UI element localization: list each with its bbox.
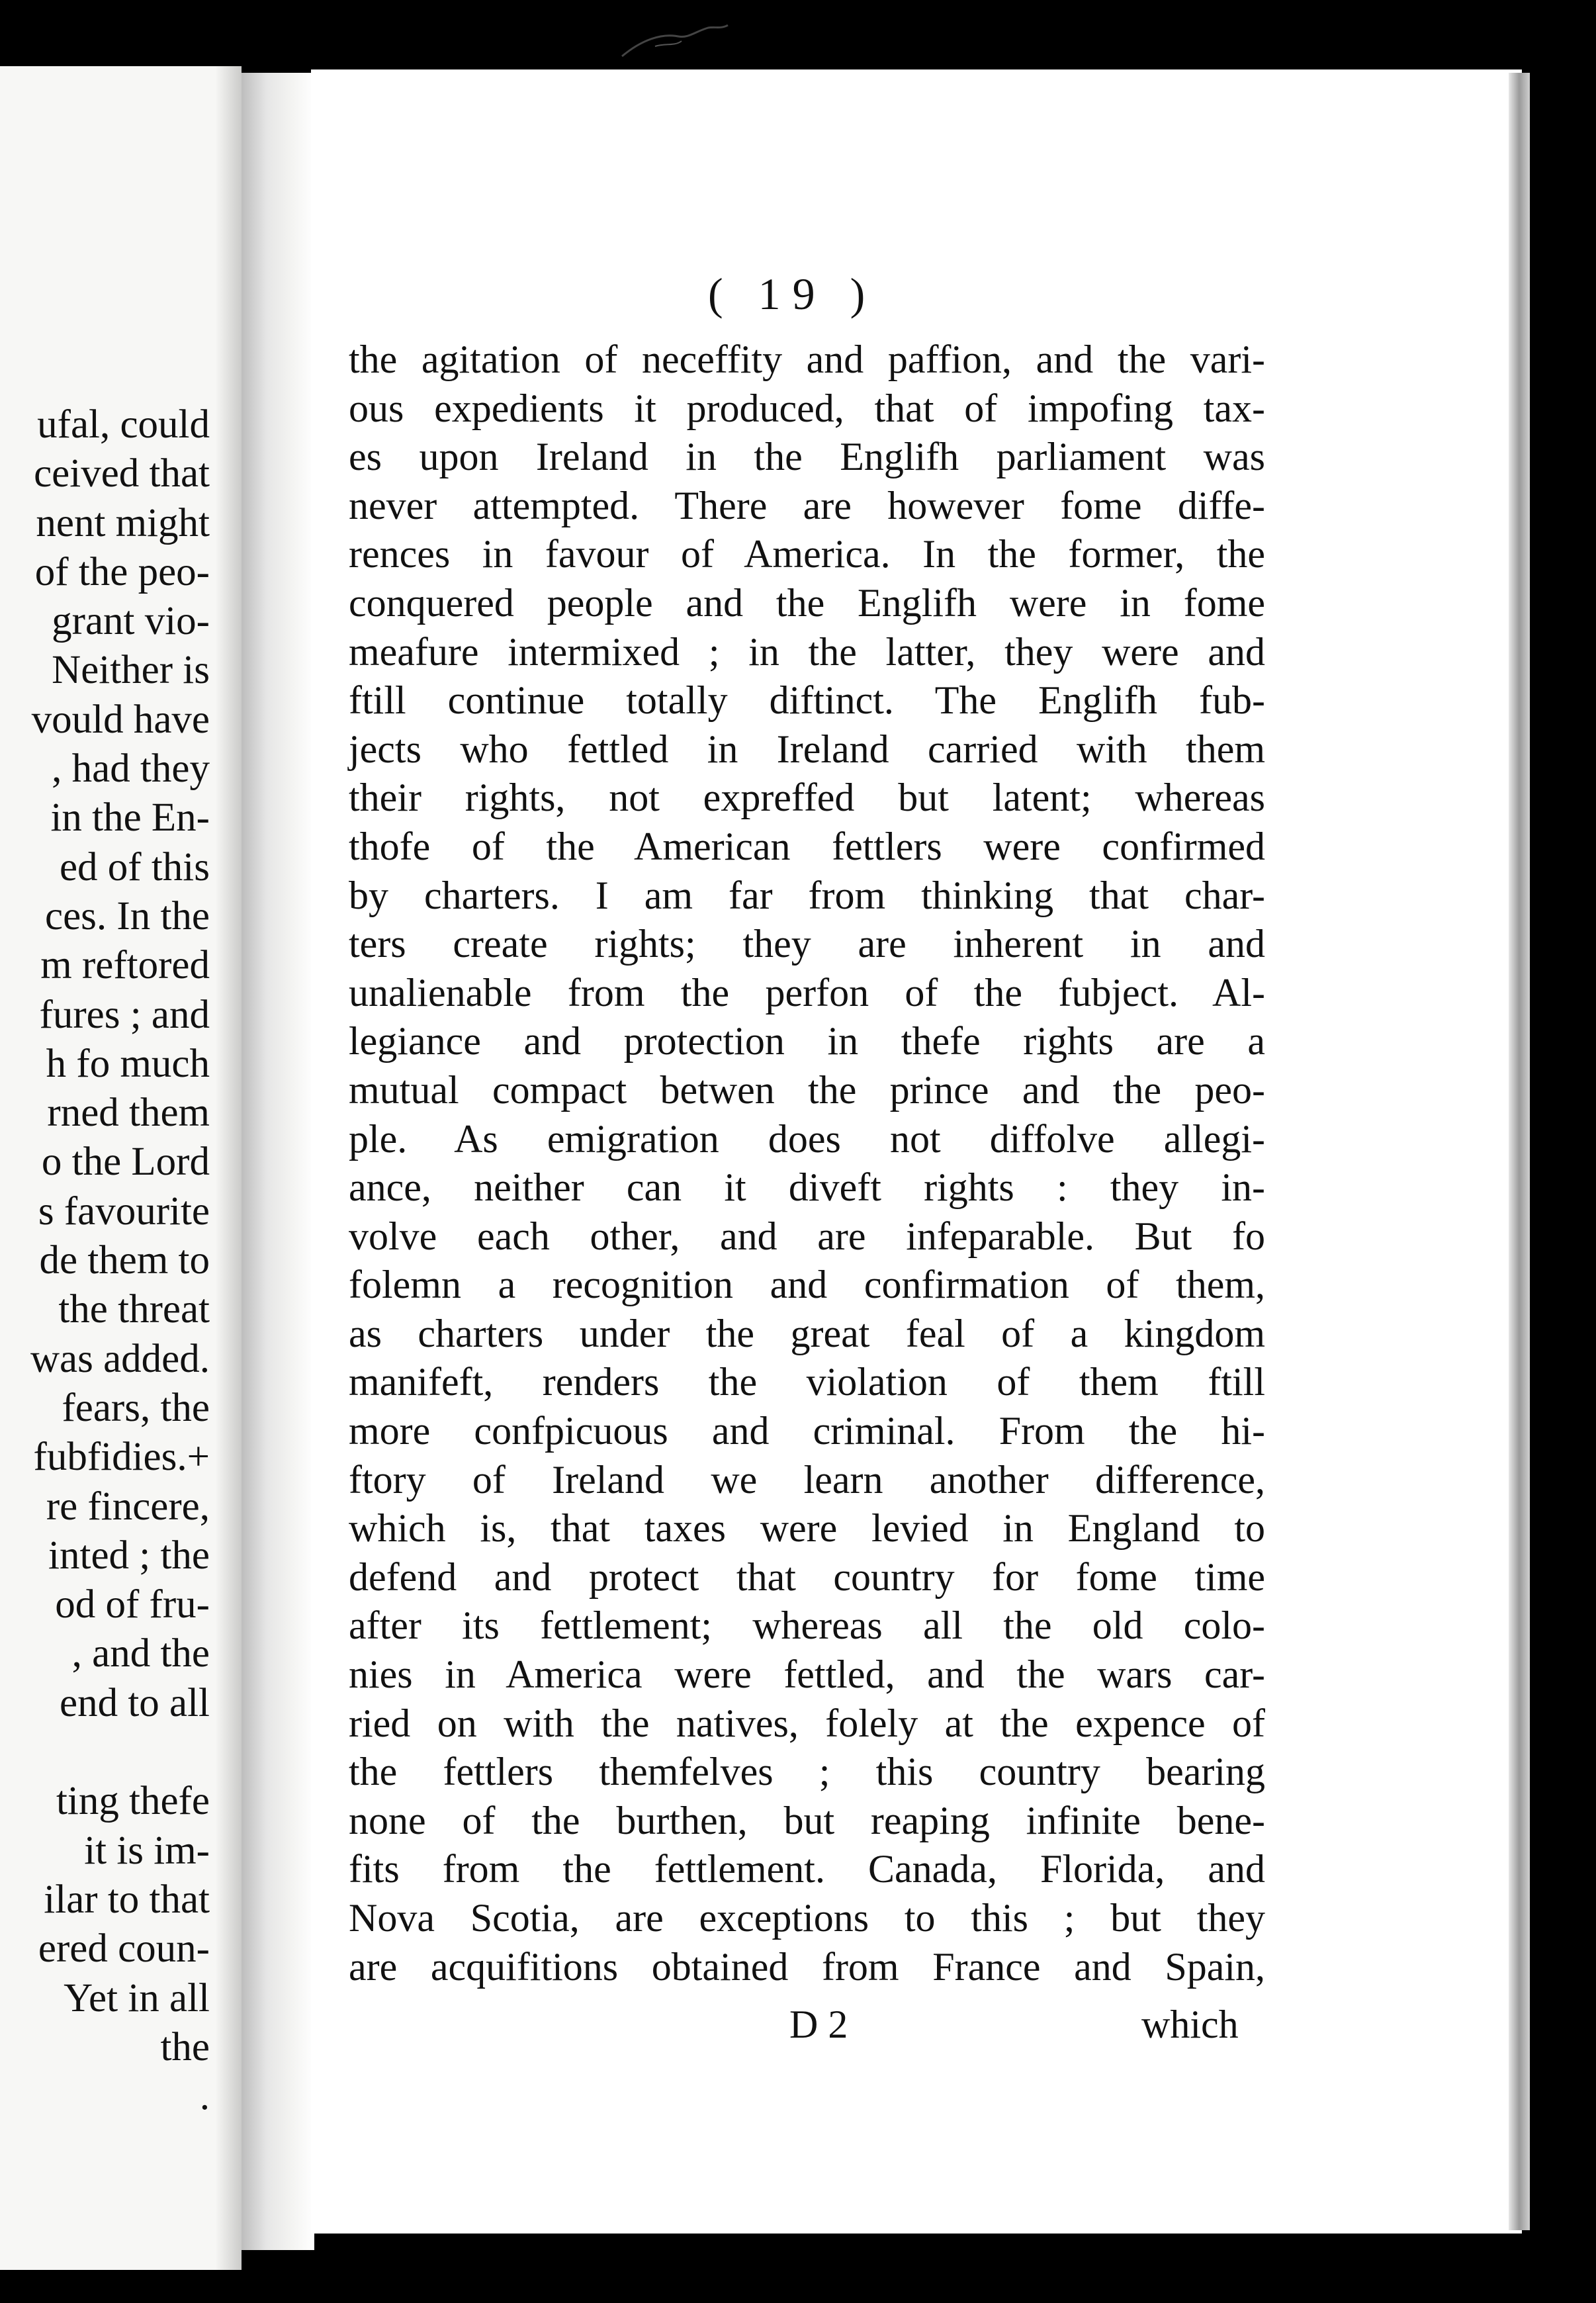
- left-page-line: , had they: [52, 746, 210, 791]
- text-line: defend and protect that country for fome time: [349, 1555, 1265, 1599]
- text-line: ters create rights; they are inherent in and: [349, 922, 1265, 966]
- left-page-line: re fincere,: [46, 1484, 210, 1529]
- text-line: ple. As emigration does not diffolve allegi-: [349, 1116, 1265, 1161]
- text-line: es upon Ireland in the Englifh parliament was: [349, 435, 1265, 479]
- text-line: none of the burthen, but reaping infinite bene-: [349, 1798, 1265, 1842]
- left-facing-page: [0, 66, 242, 2270]
- book-spine-gutter: [242, 73, 314, 2250]
- catchword: which: [1141, 2003, 1239, 2046]
- left-page-line: nent might: [36, 500, 210, 545]
- text-line: by charters. I am far from thinking that char-: [349, 873, 1265, 917]
- page-footer: [0, 2002, 1596, 2055]
- text-line: ftory of Ireland we learn another difference,: [349, 1457, 1265, 1502]
- left-page-line: fures ; and: [39, 992, 210, 1037]
- text-line: more confpicuous and criminal. From the hi-: [349, 1409, 1265, 1453]
- signature-mark: D 2: [789, 2003, 848, 2046]
- text-line: volve each other, and are infeparable. But fo: [349, 1214, 1265, 1258]
- left-page-line: was added.: [30, 1336, 210, 1381]
- left-page-line: de them to: [39, 1238, 210, 1283]
- text-line: thofe of the American fettlers were confirmed: [349, 824, 1265, 868]
- text-line: meafure intermixed ; in the latter, they were and: [349, 629, 1265, 674]
- left-page-line: ces. In the: [45, 893, 210, 938]
- left-page-line: .: [199, 2074, 210, 2119]
- left-page-line: , and the: [71, 1631, 210, 1676]
- left-page-line: ufal, could: [37, 402, 210, 447]
- left-page-gutter-shadow: [215, 66, 242, 2270]
- text-line: fits from the fettlement. Canada, Florida, and: [349, 1847, 1265, 1891]
- pen-scribble-mark: [615, 20, 734, 66]
- page-edge: [1509, 73, 1530, 2230]
- left-page-line: ilar to that: [44, 1877, 210, 1922]
- left-page-line: end to all: [60, 1680, 210, 1725]
- main-body-text: [349, 336, 1265, 1991]
- text-line: after its fettlement; whereas all the old colo-: [349, 1603, 1265, 1648]
- left-page-line: [30, 1728, 210, 1777]
- left-page-line: fubfidies.+: [33, 1435, 210, 1480]
- left-page-line: the: [160, 2024, 210, 2069]
- text-line: never attempted. There are however fome diffe-: [349, 483, 1265, 527]
- left-page-line: Neither is: [52, 648, 210, 693]
- left-page-line: grant vio-: [52, 599, 210, 644]
- text-line: folemn a recognition and confirmation of them,: [349, 1263, 1265, 1307]
- text-line: jects who fettled in Ireland carried with them: [349, 727, 1265, 771]
- text-line: unalienable from the perfon of the fubject. Al-: [349, 970, 1265, 1015]
- text-line: their rights, not expreffed but latent; whereas: [349, 776, 1265, 820]
- text-line: which is, that taxes were levied in England to: [349, 1506, 1265, 1551]
- text-line: mutual compact betwen the prince and the peo-: [349, 1067, 1265, 1112]
- left-page-line: rned them: [47, 1091, 210, 1136]
- left-page-line: Yet in all: [64, 1975, 210, 2020]
- left-page-line: inted ; the: [48, 1533, 210, 1578]
- left-page-line: ting thefe: [56, 1779, 210, 1824]
- text-line: as charters under the great feal of a kingdom: [349, 1311, 1265, 1355]
- left-page-line: h fo much: [46, 1041, 210, 1086]
- text-line: conquered people and the Englifh were in fome: [349, 580, 1265, 625]
- text-line: nies in America were fettled, and the wars car-: [349, 1652, 1265, 1697]
- text-line: ance, neither can it diveft rights : they in-: [349, 1165, 1265, 1210]
- left-page-line: the threat: [58, 1287, 210, 1332]
- text-line: ous expedients it produced, that of impofing tax-: [349, 386, 1265, 430]
- text-line: legiance and protection in thefe rights are a: [349, 1019, 1265, 1063]
- left-page-line: vould have: [31, 697, 210, 742]
- text-line: the fettlers themfelves ; this country bearing: [349, 1750, 1265, 1794]
- page-number: ( 19 ): [708, 269, 877, 319]
- text-line: manifeft, renders the violation of them ftill: [349, 1360, 1265, 1404]
- left-page-line: od of fru-: [55, 1582, 210, 1627]
- text-line: Nova Scotia, are exceptions to this ; but they: [349, 1896, 1265, 1940]
- text-line: rences in favour of America. In the former, the: [349, 532, 1265, 576]
- text-line: ftill continue totally diftinct. The Englifh fub-: [349, 678, 1265, 723]
- left-page-line: m reftored: [40, 943, 210, 988]
- left-page-line: fears, the: [62, 1385, 210, 1430]
- left-page-line: ceived that: [34, 451, 210, 496]
- left-page-line: s favourite: [38, 1189, 210, 1234]
- left-page-line: ed of this: [59, 844, 210, 889]
- left-page-line: of the peo-: [34, 549, 210, 594]
- text-line: are acquifitions obtained from France and Spain,: [349, 1944, 1265, 1989]
- left-page-line: in the En-: [50, 795, 210, 840]
- text-line: the agitation of neceffity and paffion, and the vari-: [349, 338, 1265, 381]
- left-page-line: it is im-: [84, 1828, 210, 1873]
- text-line: ried on with the natives, folely at the expence of: [349, 1701, 1265, 1745]
- left-page-line: ered coun-: [38, 1926, 210, 1971]
- left-page-line: o the Lord: [41, 1140, 210, 1185]
- left-page-text: [30, 400, 210, 2121]
